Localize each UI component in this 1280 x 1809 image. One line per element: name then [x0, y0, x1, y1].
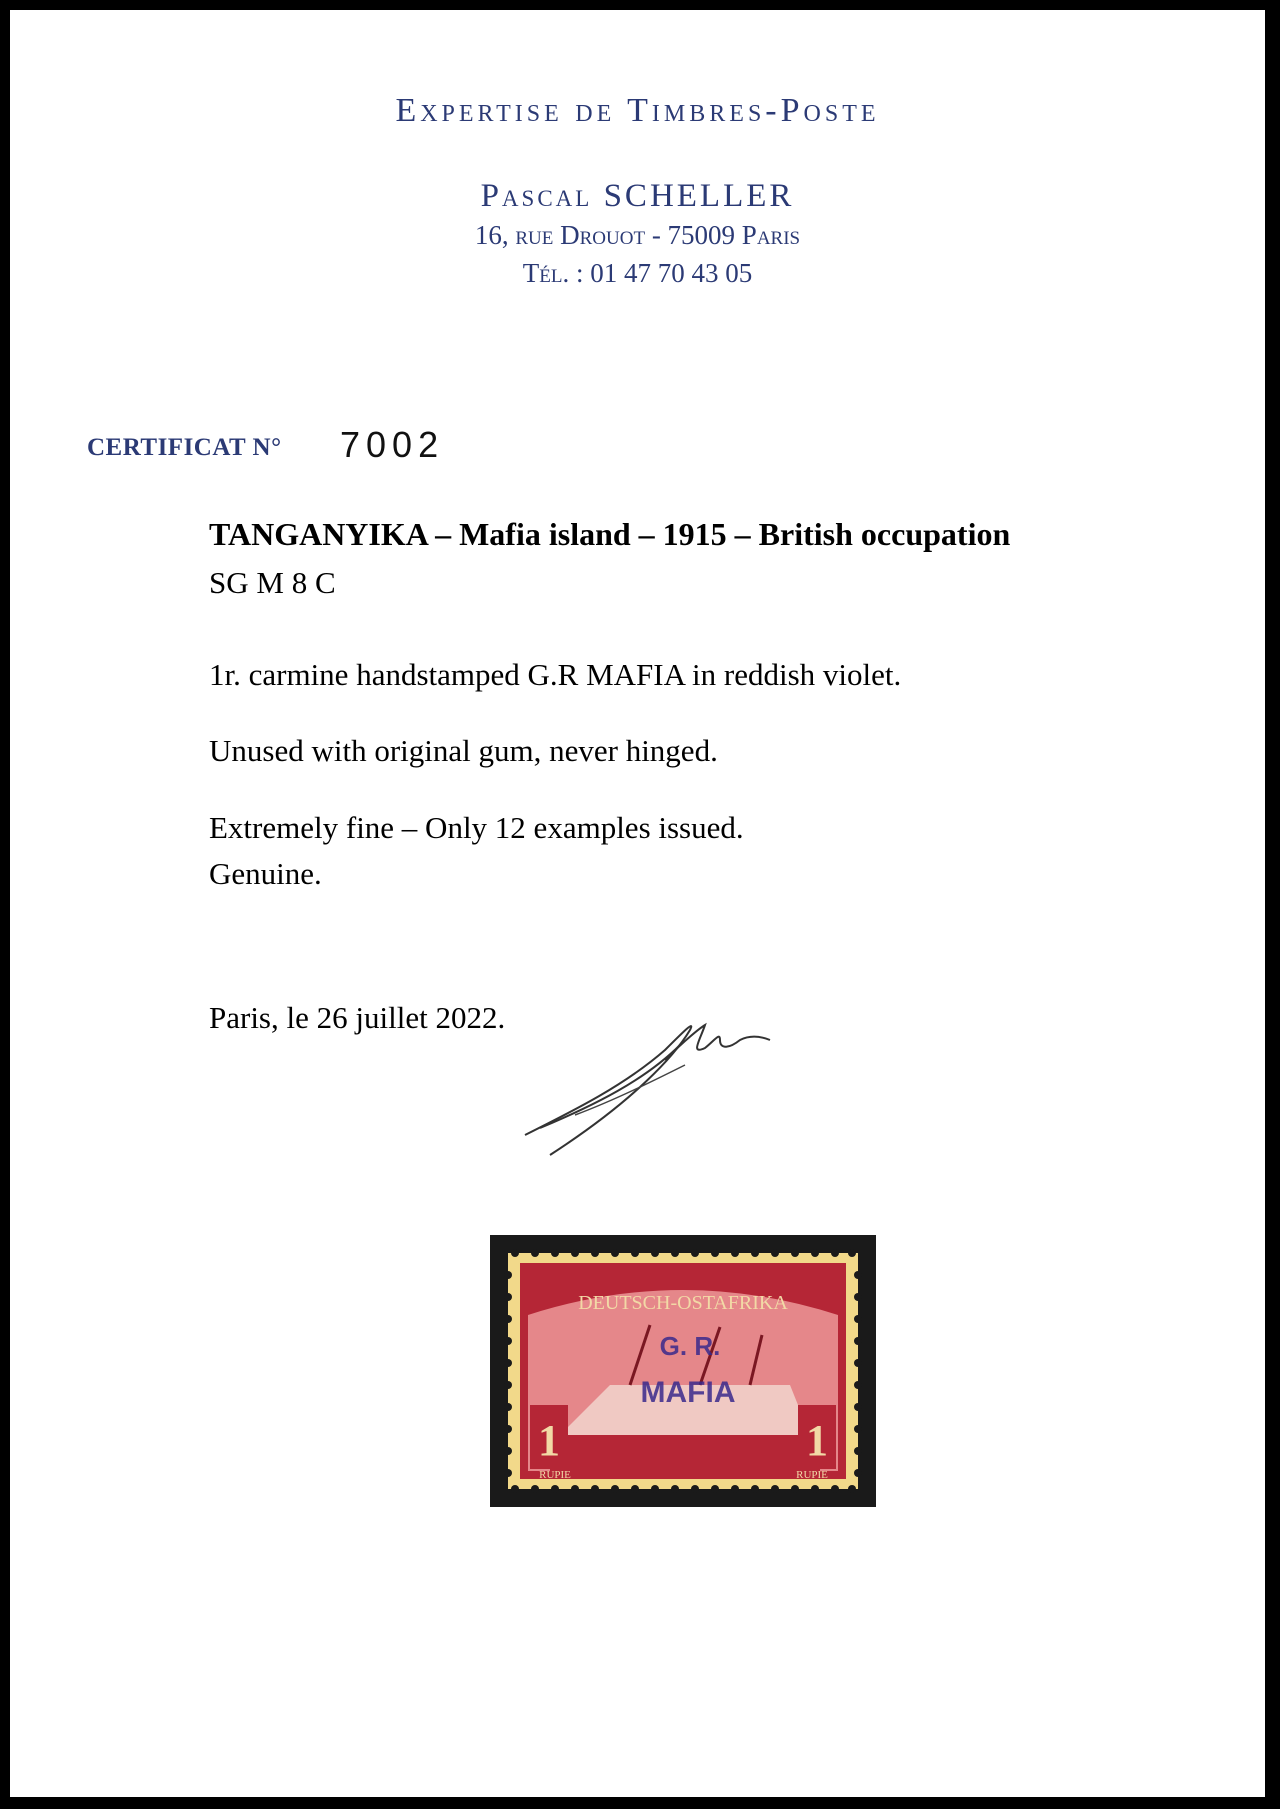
signature [515, 1010, 785, 1160]
header-title: Expertise de Timbres-Poste [395, 92, 880, 129]
stamp-verdict: Genuine. [209, 856, 322, 891]
stamp-value-left: 1 [538, 1416, 560, 1465]
certificate-label: CERTIFICAT N° [87, 434, 282, 461]
overprint-mafia: MAFIA [640, 1376, 736, 1409]
stamp-top-text: DEUTSCH-OSTAFRIKA [578, 1292, 788, 1314]
expert-address: 16, rue Drouot - 75009 Paris [474, 220, 801, 250]
stamp-value-word-left: RUPIE [539, 1469, 571, 1481]
stamp-image [490, 1235, 876, 1507]
expert-phone: Tél. : 01 47 70 43 05 [522, 258, 753, 288]
certificate-sheet [10, 10, 1265, 1797]
stamp-condition: Unused with original gum, never hinged. [209, 733, 718, 768]
stamp-quality: Extremely fine – Only 12 examples issued. [209, 810, 744, 845]
overprint-gr: G. R. [659, 1331, 721, 1361]
expert-name: Pascal SCHELLER [480, 178, 795, 214]
stamp-title: TANGANYIKA – Mafia island – 1915 – British occupation [209, 516, 1011, 552]
certificate-number: 7002 [340, 424, 445, 465]
stamp-value-right: 1 [806, 1416, 828, 1465]
catalog-number: SG M 8 C [209, 565, 336, 600]
stamp-description: 1r. carmine handstamped G.R MAFIA in reddish violet. [209, 657, 902, 692]
stamp-value-word-right: RUPIE [796, 1469, 828, 1481]
dateline: Paris, le 26 juillet 2022. [209, 1000, 506, 1035]
